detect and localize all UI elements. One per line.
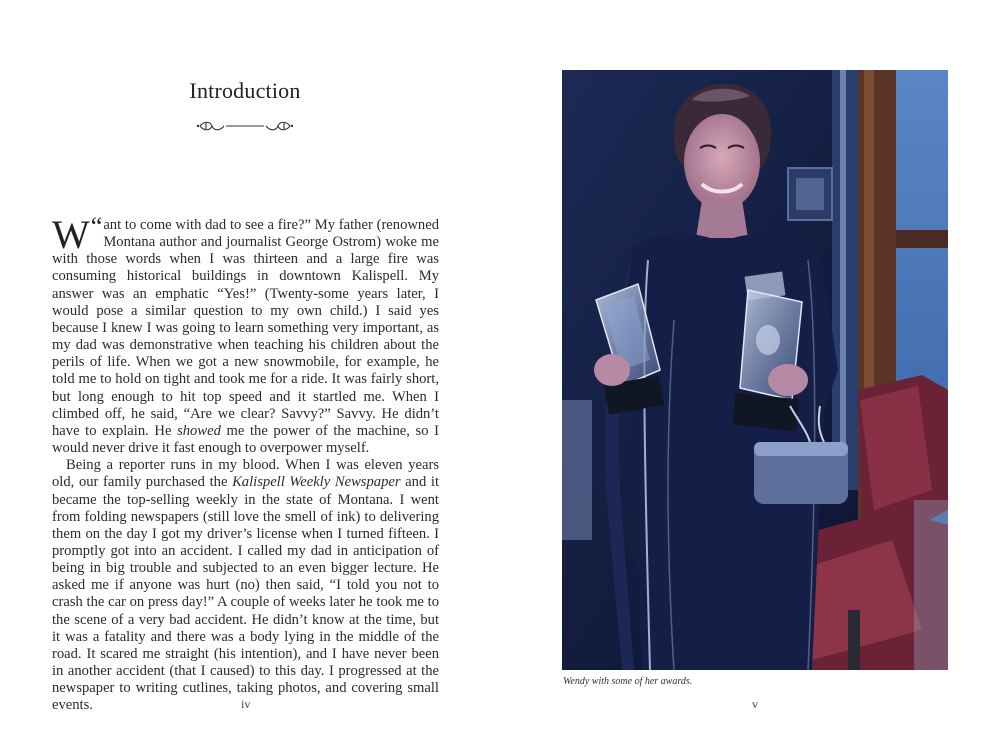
paragraph-2-italic: Kalispell Weekly Newspaper	[232, 474, 401, 491]
paragraph-2-text-a: Being a reporter runs in my blood. When I was eleven years old, our family purchased the	[52, 457, 439, 491]
right-page	[500, 0, 1000, 750]
drop-cap-group	[52, 212, 103, 257]
award-photo	[562, 70, 948, 670]
title-ornament-icon	[196, 119, 294, 133]
award-photo-illustration	[562, 70, 948, 670]
body-text	[52, 212, 440, 715]
page-number-right: v	[752, 697, 758, 711]
drop-cap-quote: “	[90, 212, 103, 241]
paragraph-1-text-b: me the power of the machine, so I would never drive it fast enough to overpower myself.	[52, 422, 439, 457]
paragraph-1-text-a: ant to come with dad to see a fire?” My father (renowned Montana author and journalist George Ostrom) woke me with those words when I was thirteen and a large fire was consuming historical buildings in downtown Kalispell. My answer was an emphatic “Yes!” (Twenty-some years later, I would pose a similar question to my own child.) I said yes because I knew I was going to learn something very important, as my dad was demonstrative when teaching his children about the perils of life. When we got a new snowmobile, for example, he told me to hold on tight and took me for a ride. It was fairly short, but long enough to hit top speed and it startled me. When I climbed off, he said, “Are we clear? Savvy?” Savvy. He didn’t have to explain. He	[52, 217, 439, 439]
paragraph-2	[52, 457, 439, 714]
chapter-title: Introduction	[189, 78, 301, 103]
paragraph-1	[52, 212, 439, 457]
photo-caption: Wendy with some of her awards.	[563, 676, 693, 687]
drop-cap: W	[52, 212, 90, 257]
page-number-left: iv	[241, 697, 251, 711]
paragraph-2-text-b: and it became the top-selling weekly in the state of Montana. I went from folding newspapers (still love the smell of ink) to delivering them on the day I got my driver’s license when I turned fifteen. I promptly got into an accident. I called my dad in anticipation of being in big trouble and subjected to an even bigger lecture. He asked me if anyone was hurt (no) then said, “I told you not to crash the car on press day!” A couple of weeks later he took me to the scene of a very bad accident. He didn’t know at the time, but it was a fatality and there was a body lying in the middle of the road. It scared me straight (his intention), and I have never been in another accident (that I caused) to this day. I progressed at the newspaper to writing cutlines, taking photos, and covering small events.	[52, 474, 440, 714]
paragraph-1-italic: showed	[177, 422, 221, 439]
